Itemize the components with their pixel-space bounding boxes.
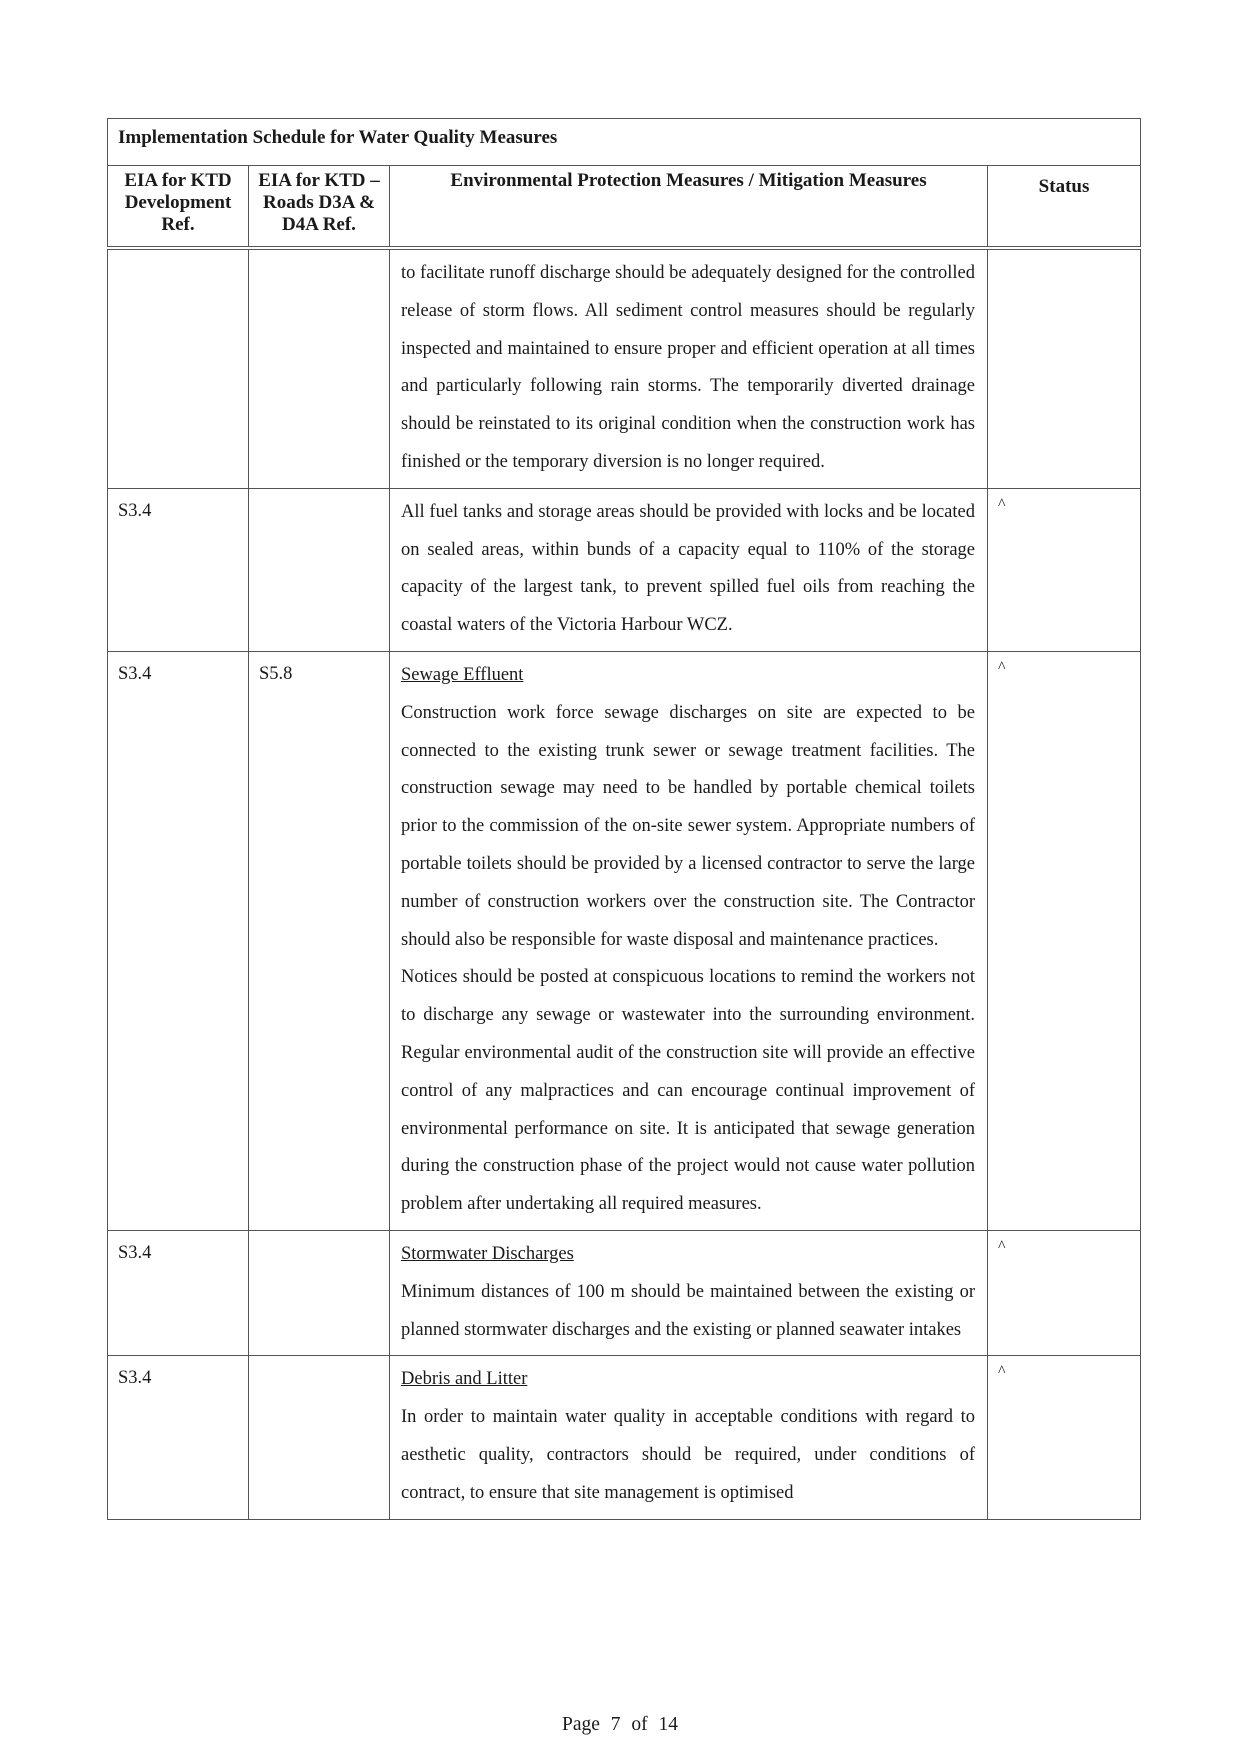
measure-heading: Debris and Litter — [401, 1369, 528, 1390]
measure-paragraph: Notices should be posted at conspicuous locations to remind the workers not to discharge any sewage or wastewater into the surrounding environment. Regular environmental audit of the construction site will provide an effective control of any malpractices and can encourage continual improvement of environmental performance on site. It is anticipated that sewage generation during the construction phase of the project would not cause water pollution problem after undertaking all required measures. — [401, 967, 975, 1215]
header-development-ref: EIA for KTD Development Ref. — [108, 166, 249, 249]
status-cell: ^ — [988, 651, 1141, 1230]
header-measures: Environmental Protection Measures / Mitigation Measures — [390, 166, 988, 249]
development-ref-cell: S3.4 — [108, 1356, 249, 1519]
development-ref-cell — [108, 248, 249, 488]
status-cell: ^ — [988, 1230, 1141, 1355]
implementation-schedule-table — [107, 118, 1141, 1520]
table-row — [108, 651, 1141, 1230]
measure-cell — [390, 1230, 988, 1355]
status-cell: ^ — [988, 488, 1141, 651]
measure-paragraph: Construction work force sewage discharges on site are expected to be connected to the existing trunk sewer or sewage treatment facilities. The construction sewage may need to be handled by portable chemical toilets prior to the commission of the on-site sewer system. Appropriate numbers of portable toilets should be provided by a licensed contractor to serve the large number of construction workers over the construction site. The Contractor should also be responsible for waste disposal and maintenance practices. — [401, 702, 975, 950]
measure-paragraph: to facilitate runoff discharge should be adequately designed for the controlled release of storm flows. All sediment control measures should be regularly inspected and maintained to ensure proper and efficient operation at all times and particularly following rain storms. The temporarily diverted drainage should be reinstated to its original condition when the construction work has finished or the temporary diversion is no longer required. — [401, 263, 975, 472]
table-row — [108, 488, 1141, 651]
measure-heading: Stormwater Discharges — [401, 1243, 574, 1264]
measure-cell — [390, 488, 988, 651]
header-roads-ref: EIA for KTD – Roads D3A & D4A Ref. — [249, 166, 390, 249]
roads-ref-cell: S5.8 — [249, 651, 390, 1230]
development-ref-cell: S3.4 — [108, 488, 249, 651]
roads-ref-cell — [249, 248, 390, 488]
table-body — [108, 248, 1141, 1519]
roads-ref-cell — [249, 1356, 390, 1519]
page-total: 14 — [658, 1714, 679, 1735]
table-title: Implementation Schedule for Water Quality Measures — [108, 119, 1141, 166]
table-row — [108, 1230, 1141, 1355]
status-cell — [988, 248, 1141, 488]
measure-paragraph: Minimum distances of 100 m should be maintained between the existing or planned stormwater discharges and the existing or planned seawater intakes — [401, 1281, 975, 1340]
measure-cell — [390, 248, 988, 488]
roads-ref-cell — [249, 488, 390, 651]
page-current: 7 — [610, 1714, 621, 1735]
measure-heading: Sewage Effluent — [401, 664, 524, 685]
table-row — [108, 1356, 1141, 1519]
development-ref-cell: S3.4 — [108, 1230, 249, 1355]
page-of: of — [631, 1714, 648, 1735]
measure-cell — [390, 651, 988, 1230]
header-status: Status — [988, 166, 1141, 249]
page-label: Page — [561, 1714, 600, 1735]
page-footer — [0, 1714, 1240, 1736]
table-row — [108, 248, 1141, 488]
measure-paragraph: All fuel tanks and storage areas should be provided with locks and be located on sealed areas, within bunds of a capacity equal to 110% of the storage capacity of the largest tank, to prevent spilled fuel oils from reaching the coastal waters of the Victoria Harbour WCZ. — [401, 501, 975, 636]
development-ref-cell: S3.4 — [108, 651, 249, 1230]
status-cell: ^ — [988, 1356, 1141, 1519]
measure-paragraph: In order to maintain water quality in acceptable conditions with regard to aesthetic quality, contractors should be required, under conditions of contract, to ensure that site management is optimised — [401, 1407, 975, 1503]
measure-cell — [390, 1356, 988, 1519]
roads-ref-cell — [249, 1230, 390, 1355]
